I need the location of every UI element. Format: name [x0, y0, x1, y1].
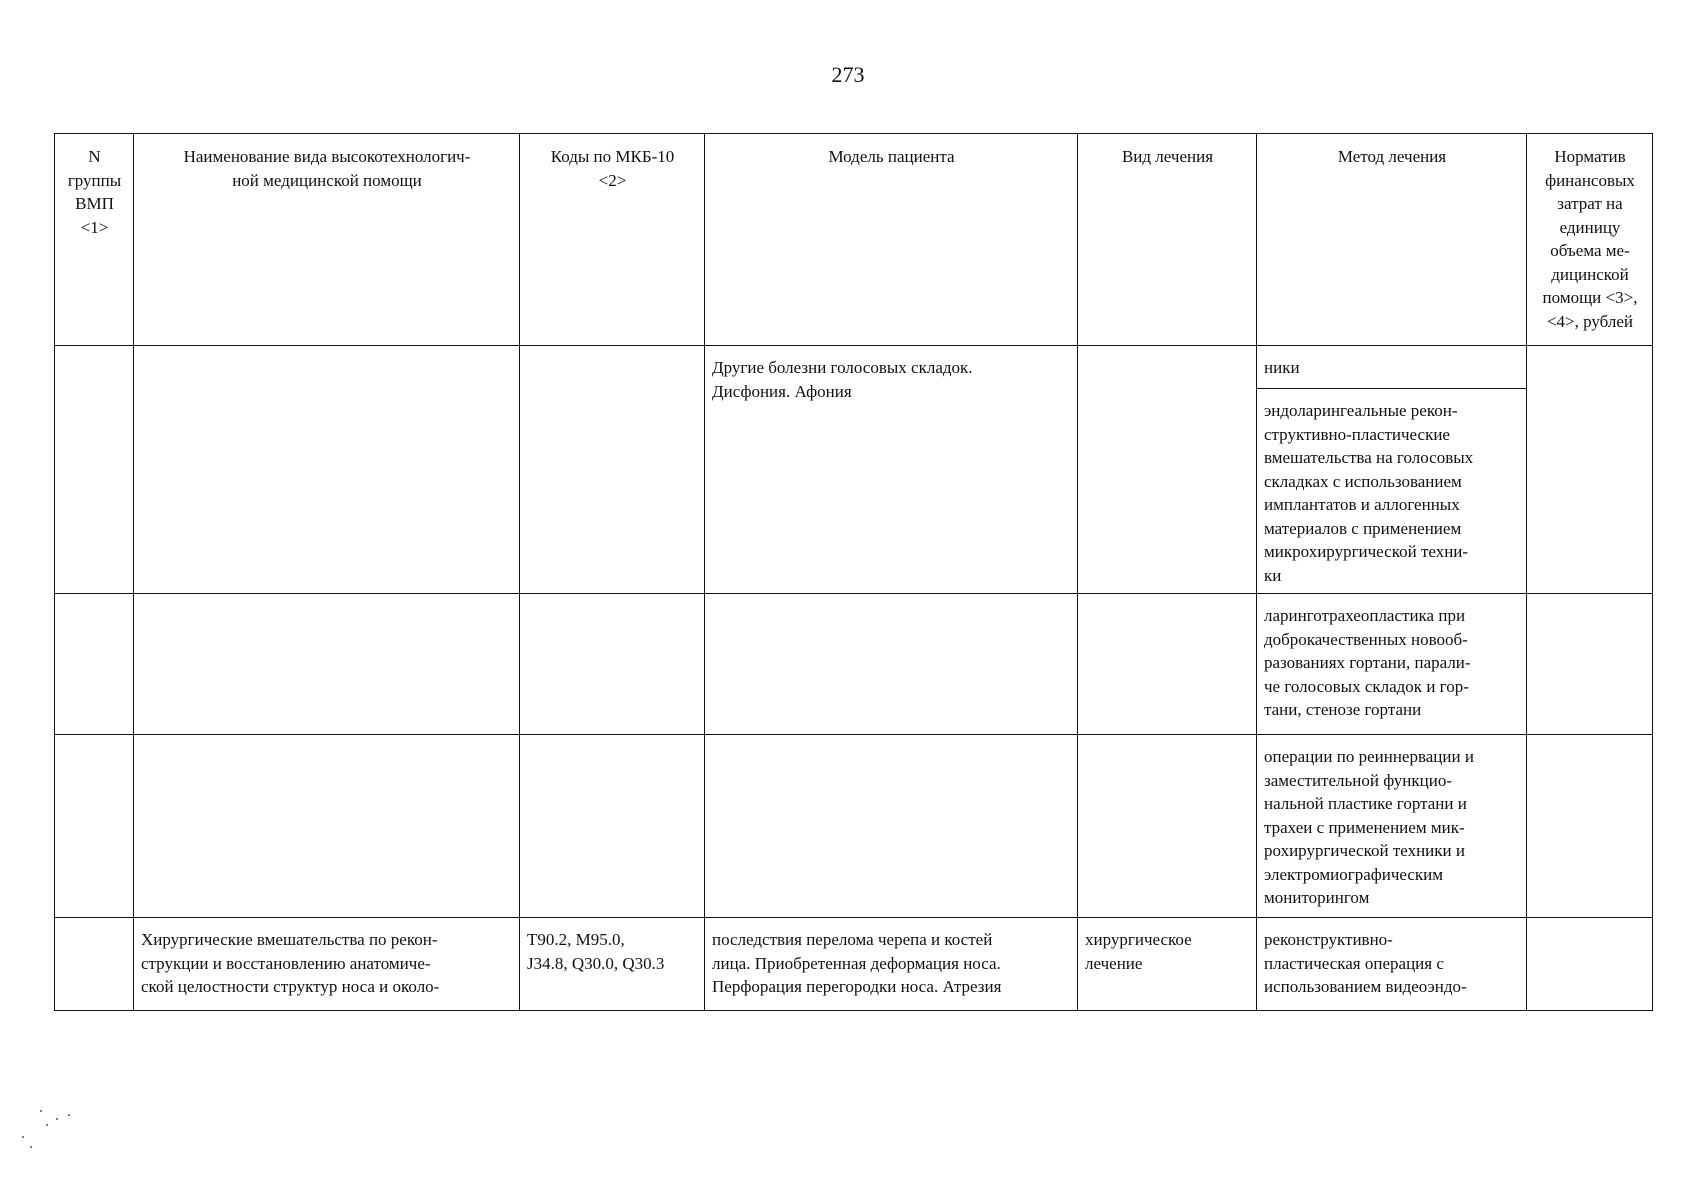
- header-treatment-type: Вид лечения: [1078, 134, 1257, 346]
- table-row: [55, 594, 1653, 735]
- table-row: [55, 918, 1653, 1011]
- cell-icd10-codes: [520, 594, 705, 735]
- cell-cost-standard: [1527, 735, 1653, 918]
- cell-treatment-type: [1078, 735, 1257, 918]
- header-icd10-codes: Коды по МКБ-10 <2>: [520, 134, 705, 346]
- cell-icd10-codes: T90.2, M95.0, J34.8, Q30.0, Q30.3: [520, 918, 705, 1011]
- header-treatment-method: Метод лечения: [1257, 134, 1527, 346]
- header-group-number: N группы ВМП <1>: [55, 134, 134, 346]
- cell-icd10-codes: [520, 346, 705, 594]
- cell-patient-model: [705, 735, 1078, 918]
- vmp-table: [54, 133, 1653, 1011]
- cell-group-number: [55, 346, 134, 594]
- scan-speck: [40, 1110, 42, 1112]
- cell-treatment-type: [1078, 594, 1257, 735]
- cell-treatment-method: ларинготрахеопластика при доброкачественных новооб- разованиях гортани, парали- че голосовых складок и гор- тани, стенозе гортани: [1257, 594, 1527, 735]
- cell-group-number: [55, 918, 134, 1011]
- cell-vmp-name: [134, 346, 520, 594]
- cell-cost-standard: [1527, 594, 1653, 735]
- cell-patient-model: Другие болезни голосовых складок. Дисфония. Афония: [705, 346, 1078, 594]
- cell-treatment-method: ники: [1257, 346, 1527, 389]
- table-row: [55, 735, 1653, 918]
- cell-treatment-type: [1078, 346, 1257, 594]
- cell-vmp-name: [134, 735, 520, 918]
- header-cost-standard: Норматив финансовых затрат на единицу объема ме- дицинской помощи <3>, <4>, рублей: [1527, 134, 1653, 346]
- header-patient-model: Модель пациента: [705, 134, 1078, 346]
- cell-treatment-method: операции по реиннервации и заместительной функцио- нальной пластике гортани и трахеи с применением мик- рохирургической техники и электромиографическим мониторингом: [1257, 735, 1527, 918]
- cell-group-number: [55, 735, 134, 918]
- scan-speck: [46, 1124, 48, 1126]
- scan-speck: [30, 1146, 32, 1148]
- cell-vmp-name: Хирургические вмешательства по рекон- струкции и восстановлению анатомиче- ской целостности структур носа и около-: [134, 918, 520, 1011]
- cell-treatment-method: реконструктивно- пластическая операция с использованием видеоэндо-: [1257, 918, 1527, 1011]
- header-vmp-name: Наименование вида высокотехнологич- ной медицинской помощи: [134, 134, 520, 346]
- scan-speck: [56, 1118, 58, 1120]
- cell-cost-standard: [1527, 918, 1653, 1011]
- cell-treatment-method: эндоларингеальные рекон- структивно-пластические вмешательства на голосовых складках с использованием имплантатов и аллогенных материалов с применением микрохирургической техни- ки: [1257, 389, 1527, 594]
- cell-icd10-codes: [520, 735, 705, 918]
- table-row: [55, 346, 1653, 389]
- cell-group-number: [55, 594, 134, 735]
- cell-patient-model: последствия перелома черепа и костей лица. Приобретенная деформация носа. Перфорация перегородки носа. Атрезия: [705, 918, 1078, 1011]
- scan-speck: [68, 1114, 70, 1116]
- scan-speck: [22, 1136, 24, 1138]
- cell-treatment-type: хирургическое лечение: [1078, 918, 1257, 1011]
- cell-vmp-name: [134, 594, 520, 735]
- table-header-row: [55, 134, 1653, 346]
- cell-cost-standard: [1527, 346, 1653, 594]
- page-number: 273: [831, 62, 865, 87]
- cell-patient-model: [705, 594, 1078, 735]
